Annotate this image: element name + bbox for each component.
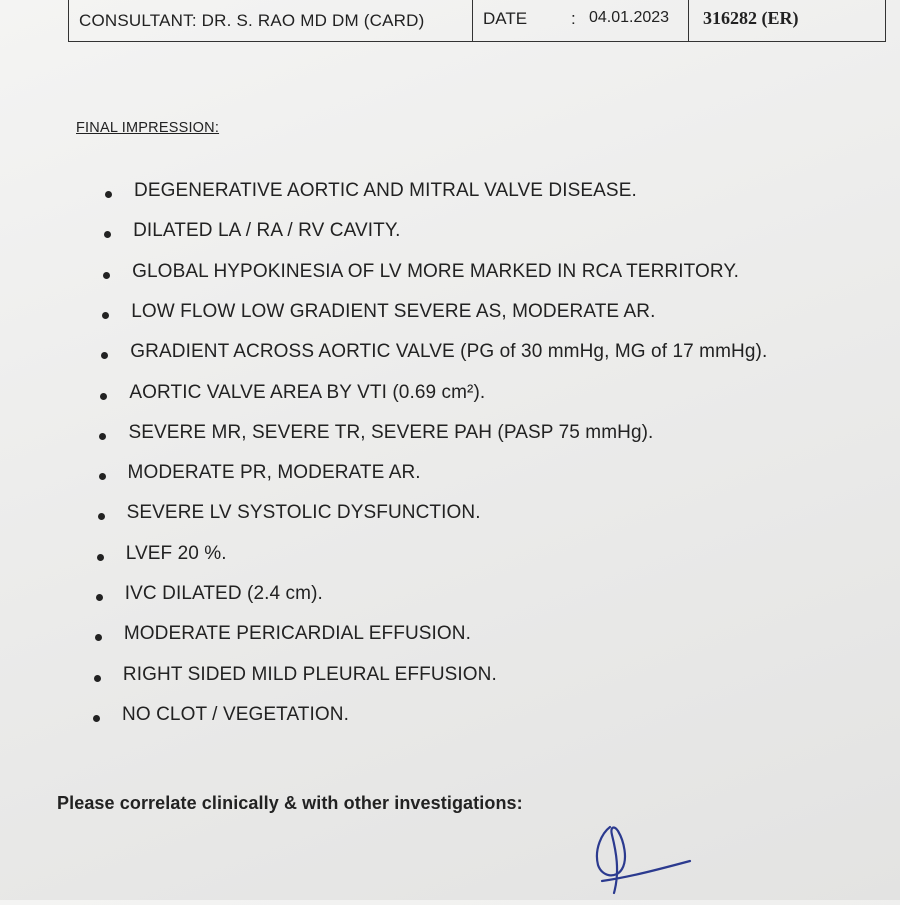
- finding-text: NO CLOT / VEGETATION.: [122, 703, 349, 725]
- date-value: 04.01.2023: [589, 9, 670, 26]
- closing-note: Please correlate clinically & with other investigations:: [57, 793, 523, 813]
- finding-text: LVEF 20 %.: [125, 542, 227, 564]
- bullet-icon: [99, 473, 106, 480]
- bullet-icon: [95, 634, 102, 641]
- bullet-icon: [101, 352, 108, 359]
- record-id: 316282 (ER): [703, 8, 799, 28]
- finding-text: DEGENERATIVE AORTIC AND MITRAL VALVE DISEASE.: [134, 180, 637, 201]
- final-impression-heading: FINAL IMPRESSION:: [76, 120, 220, 136]
- finding-text: MODERATE PR, MODERATE AR.: [127, 462, 421, 484]
- finding-text: SEVERE LV SYSTOLIC DYSFUNCTION.: [126, 502, 481, 524]
- finding-text: AORTIC VALVE AREA BY VTI (0.69 cm²).: [129, 381, 486, 403]
- finding-text: SEVERE MR, SEVERE TR, SEVERE PAH (PASP 75 mmHg).: [128, 421, 654, 443]
- signature-mark: [580, 815, 700, 905]
- finding-text: LOW FLOW LOW GRADIENT SEVERE AS, MODERATE AR.: [131, 300, 656, 322]
- bullet-icon: [100, 393, 107, 400]
- bullet-icon: [97, 554, 104, 561]
- bullet-icon: [96, 594, 103, 601]
- finding-text: DILATED LA / RA / RV CAVITY.: [133, 220, 401, 242]
- finding-text: RIGHT SIDED MILD PLEURAL EFFUSION.: [122, 663, 497, 685]
- finding-text: MODERATE PERICARDIAL EFFUSION.: [123, 623, 471, 645]
- consultant-name: CONSULTANT: DR. S. RAO MD DM (CARD): [79, 11, 425, 30]
- bullet-icon: [94, 675, 101, 682]
- finding-text: GLOBAL HYPOKINESIA OF LV MORE MARKED IN RCA TERRITORY.: [132, 260, 740, 282]
- bullet-icon: [98, 513, 105, 520]
- bullet-icon: [103, 272, 110, 279]
- bullet-icon: [102, 312, 109, 319]
- bullet-icon: [104, 231, 111, 238]
- bullet-icon: [99, 433, 106, 440]
- bullet-icon: [93, 715, 100, 722]
- finding-text: GRADIENT ACROSS AORTIC VALVE (PG of 30 mmHg, MG of 17 mmHg).: [130, 341, 768, 363]
- finding-text: IVC DILATED (2.4 cm).: [124, 583, 323, 604]
- date-label: DATE: [483, 9, 528, 28]
- bullet-icon: [105, 191, 112, 198]
- date-separator: :: [571, 9, 576, 28]
